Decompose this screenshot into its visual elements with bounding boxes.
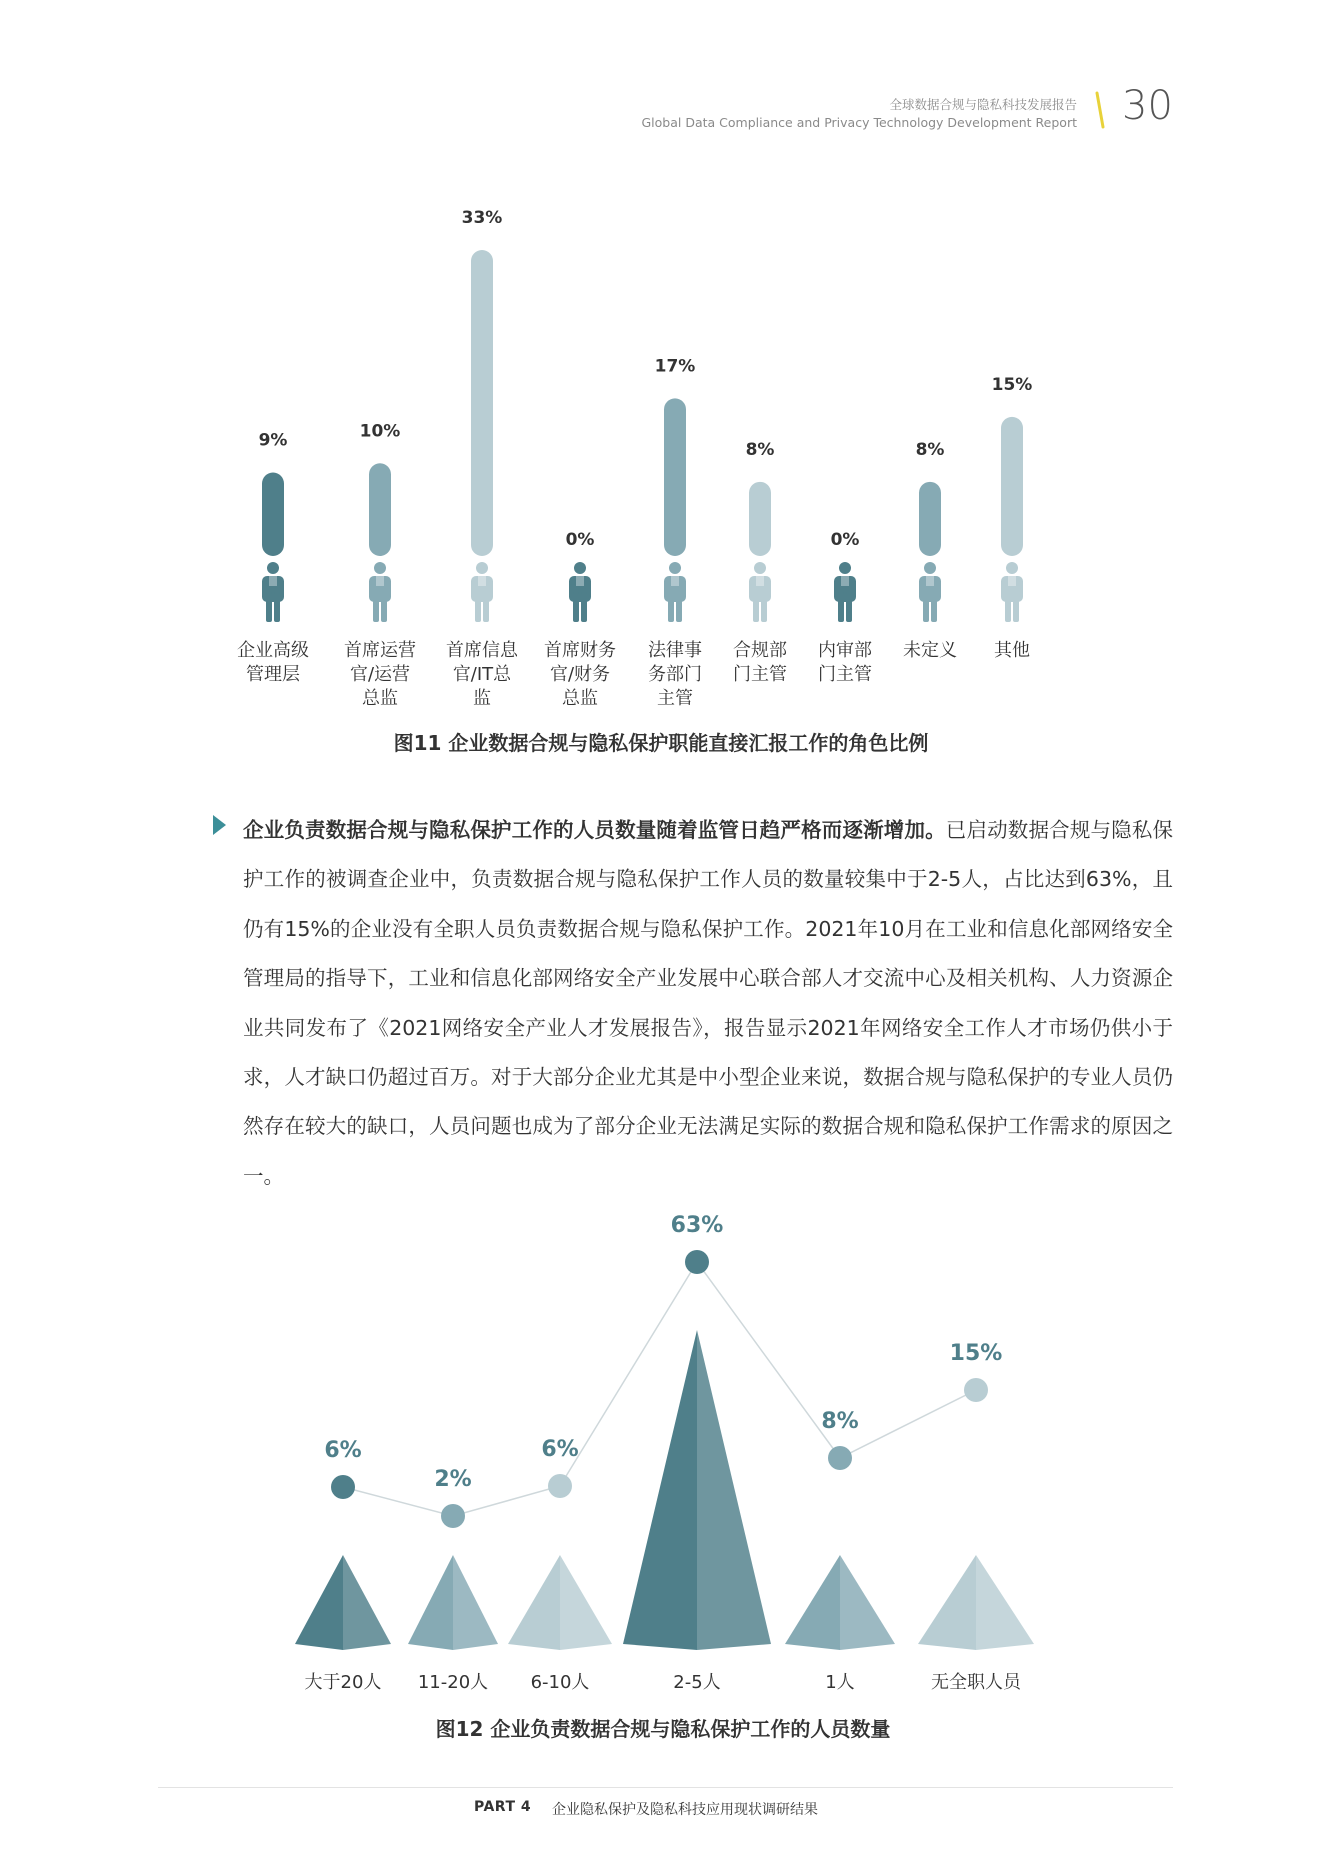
report-title-en: Global Data Compliance and Privacy Technology Development Report [641,115,1077,130]
pyramid-left-face [623,1330,697,1650]
chart-staff-count [0,1190,1323,1770]
paragraph-lead: 企业负责数据合规与隐私保护工作的人员数量随着监管日趋严格而逐渐增加。 [243,818,946,842]
person-icon [569,562,591,622]
chart-title: 图11 企业数据合规与隐私保护职能直接汇报工作的角色比例 [393,731,929,755]
category-label: 企业高级 [237,640,309,661]
category-label: 首席运营 [344,640,416,661]
report-title-cn: 全球数据合规与隐私科技发展报告 [889,97,1077,112]
point-value-label: 63% [670,1213,724,1238]
bar-5 [749,482,771,556]
data-point [685,1250,709,1274]
category-label: 门主管 [733,664,787,685]
category-label: 法律事 [648,640,702,661]
data-point [441,1504,465,1528]
chart-title: 图12 企业负责数据合规与隐私保护工作的人员数量 [435,1717,891,1741]
category-label: 官/财务 [549,664,611,685]
pyramid-left-face [408,1555,453,1650]
bar-value-label: 15% [991,374,1033,395]
category-label: 首席信息 [446,640,518,661]
paragraph-marker-icon [213,815,226,835]
bar-2 [471,250,493,556]
point-value-label: 6% [324,1438,362,1463]
bar-7 [919,482,941,556]
person-icon [664,562,686,622]
bar-value-label: 8% [745,439,775,460]
data-point [964,1378,988,1402]
category-label: 其他 [994,640,1030,661]
bar-value-label: 0% [830,530,860,550]
person-icon [369,562,391,622]
data-point [828,1446,852,1470]
pyramid-right-face [560,1555,612,1650]
pyramid-right-face [840,1555,895,1650]
person-icon [919,562,941,622]
category-label: 首席财务 [544,640,616,661]
bar-4 [664,398,686,556]
person-icon [749,562,771,622]
data-point [548,1474,572,1498]
person-icon [1001,562,1023,622]
category-label: 合规部 [733,640,787,661]
point-value-label: 2% [434,1467,472,1492]
category-label: 总监 [362,688,398,709]
bar-0 [262,473,284,556]
footer-section-title: 企业隐私保护及隐私科技应用现状调研结果 [552,1802,818,1818]
bar-value-label: 10% [359,421,401,442]
person-icon [471,562,493,622]
category-label: 大于20人 [304,1672,382,1693]
category-label: 6-10人 [530,1672,590,1693]
pyramid-right-face [453,1555,498,1650]
category-label: 2-5人 [673,1672,721,1693]
bar-value-label: 8% [915,439,945,460]
category-label: 官/运营 [349,664,411,685]
person-icon [262,562,284,622]
paragraph [243,806,1173,1201]
bar-1 [369,463,391,556]
category-label: 11-20人 [417,1672,489,1693]
bar-value-label: 0% [565,530,595,550]
pyramid-left-face [295,1555,343,1650]
category-label: 监 [473,688,491,709]
footer-part: PART 4 [474,1799,532,1815]
paragraph-body: 已启动数据合规与隐私保护工作的被调查企业中，负责数据合规与隐私保护工作人员的数量较集中于2-5人，占比达到63%，且仍有15%的企业没有全职人员负责数据合规与隐私保护工作。2021年10月在工业和信息化部网络安全管理局的指导下，工业和信息化部网络安全产业发展中心联合部人才交流中心及相关机构、人力资源企业共同发布了《2021网络安全产业人才发展报告》，报告显示2021年网络安全工作人才市场仍供小于求，人才缺口仍超过百万。对于大部分企业尤其是中小型企业来说，数据合规与隐私保护的专业人员仍然存在较大的缺口，人员问题也成为了部分企业无法满足实际的数据合规和隐私保护工作需求的原因之一。 [243,818,1174,1188]
point-value-label: 6% [541,1437,579,1462]
data-point [331,1475,355,1499]
pyramid-right-face [343,1555,391,1650]
pyramid-left-face [508,1555,560,1650]
pyramid-left-face [785,1555,840,1650]
person-icon [834,562,856,622]
category-label: 1人 [825,1672,855,1693]
pyramid-right-face [697,1330,771,1650]
bar-value-label: 17% [654,356,696,377]
category-label: 未定义 [903,640,957,661]
category-label: 主管 [657,688,693,709]
pyramid-right-face [976,1555,1034,1650]
point-value-label: 15% [949,1341,1003,1366]
category-label: 务部门 [648,664,702,685]
footer-divider [158,1787,1173,1788]
category-label: 管理层 [246,664,300,685]
category-label: 内审部 [818,640,872,661]
bar-value-label: 9% [258,430,288,451]
chart-role-ratio [0,0,1323,780]
bar-value-label: 33% [461,208,503,228]
bar-8 [1001,417,1023,556]
page-number: 30 [1122,83,1173,129]
category-label: 门主管 [818,664,872,685]
pyramid-left-face [918,1555,976,1650]
point-value-label: 8% [821,1409,859,1434]
category-label: 无全职人员 [931,1672,1021,1693]
category-label: 官/IT总 [452,664,512,685]
category-label: 总监 [562,688,598,709]
